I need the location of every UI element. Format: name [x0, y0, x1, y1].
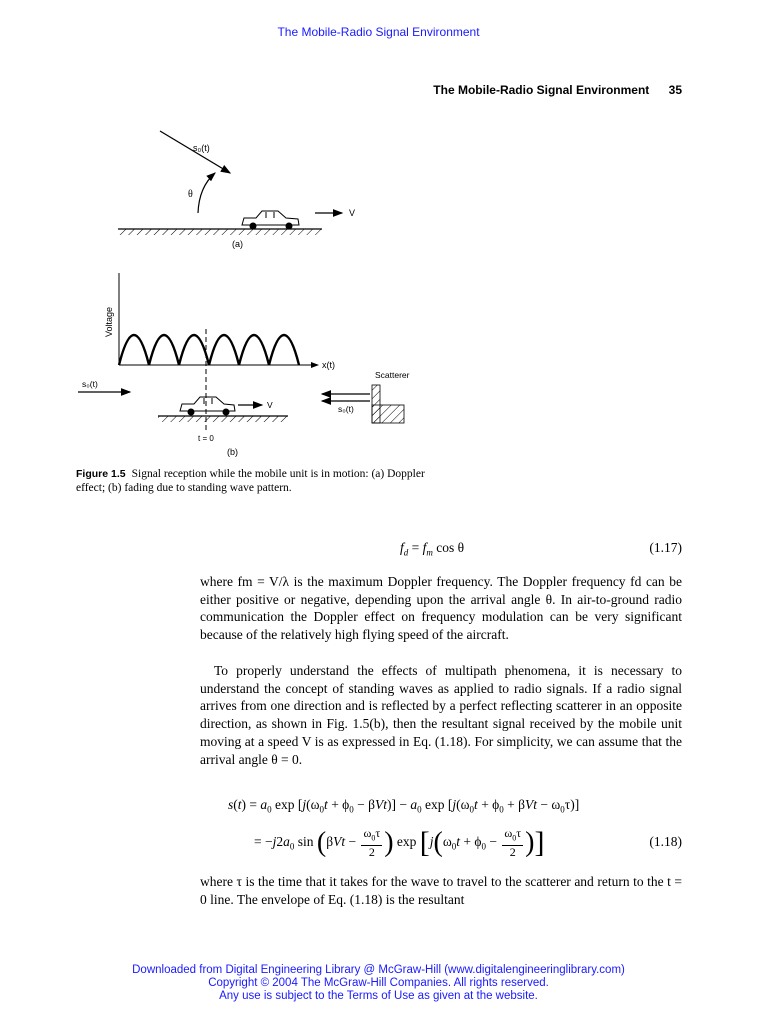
figure-caption-text: Signal reception while the mobile unit is in motion: (a) Doppler effect; (b) fading due to standing wave pattern.	[76, 468, 425, 494]
paragraph-text: where fm = V/λ is the maximum Doppler frequency. The Doppler frequency fd can be either positive or negative, depending upon the arrival angle θ. In air-to-ground radio communication the Doppler effect on frequency modulation can be very significant because of the relatively high flying speed of the aircraft.	[200, 574, 682, 643]
figure-label: Figure 1.5	[76, 468, 126, 480]
y-axis-label: Voltage	[104, 306, 114, 337]
panel-label-a: (a)	[232, 239, 243, 249]
figure-1-5	[70, 115, 450, 465]
ground-hatch-b	[158, 416, 288, 422]
standing-wave-envelope	[119, 335, 299, 365]
paragraph-3	[200, 873, 682, 908]
equation-number: (1.17)	[649, 540, 682, 555]
car-icon	[180, 397, 235, 415]
equation-number: (1.18)	[649, 834, 682, 849]
download-notice-link[interactable]: Downloaded from Digital Engineering Library @ McGraw-Hill (www.digitalengineeringlibrary.com)	[132, 964, 625, 976]
velocity-label-a: V	[349, 208, 356, 218]
scatterer-icon	[372, 385, 404, 423]
paragraph-text: To properly understand the effects of multipath phenomena, it is necessary to understand the concept of standing waves as applied to radio signals. If a radio signal arrives from one direction and is reflected by a perfect reflecting scatterer in an opposite direction, as shown in Fig. 1.5(b), then the resultant signal received by the mobile unit moving at a speed V is as expressed in Eq. (1.18). For simplicity, we can assume that the arrival angle θ = 0.	[200, 663, 682, 767]
panel-a	[118, 131, 355, 249]
angle-label-a: θ	[188, 189, 193, 200]
x-axis-label: x(t)	[322, 360, 335, 370]
panel-b	[78, 273, 410, 457]
paragraph-text: where τ is the time that it takes for the wave to travel to the scatterer and return to the t = 0 line. The envelope of Eq. (1.18) is the resultant	[200, 874, 682, 907]
panel-label-b: (b)	[227, 447, 238, 457]
equation-1-18-line-2: = $-j2a_0$ sin (βVt − $\frac{\omega_0\tau}{2}$ ) $\exp [j(\omega_0t + \phi_0$ − $\frac{\omega_0\tau}{2}$ )] (1.18)	[200, 822, 682, 862]
equation-1-17: $f_d = f_m$ cos θ (1.17)	[400, 540, 682, 558]
arrival-angle-arc	[198, 173, 215, 213]
paragraph-1	[200, 573, 682, 644]
ground-hatch-a	[118, 229, 322, 235]
scatterer-label: Scatterer	[375, 370, 410, 380]
reflected-signal-label: s₀(t)	[338, 404, 354, 414]
copyright-notice: Copyright © 2004 The McGraw-Hill Companies. All rights reserved.	[208, 977, 549, 989]
velocity-label-b: V	[267, 400, 273, 410]
top-banner: The Mobile-Radio Signal Environment	[277, 25, 480, 39]
figure-caption	[76, 467, 436, 495]
incoming-signal-label: s₀(t)	[82, 379, 98, 389]
signal-label-a: s₀(t)	[193, 143, 210, 153]
bottom-banner	[0, 964, 757, 1003]
car-icon	[242, 211, 299, 229]
terms-of-use-link[interactable]: Any use is subject to the Terms of Use as given at the website.	[219, 990, 538, 1002]
running-head	[400, 83, 682, 97]
page-number: 35	[668, 83, 682, 97]
paragraph-2	[200, 662, 682, 768]
time-label: t = 0	[198, 434, 214, 443]
equation-1-18-line-1: $s(t) = a_0$ $\exp [j(\omega_0t + \phi_0 - \beta Vt)] - a_0$ $\exp [j(\omega_0t + \phi_0 + \beta Vt - \omega_0\tau)]$	[228, 797, 580, 815]
running-title: The Mobile-Radio Signal Environment	[433, 83, 650, 97]
